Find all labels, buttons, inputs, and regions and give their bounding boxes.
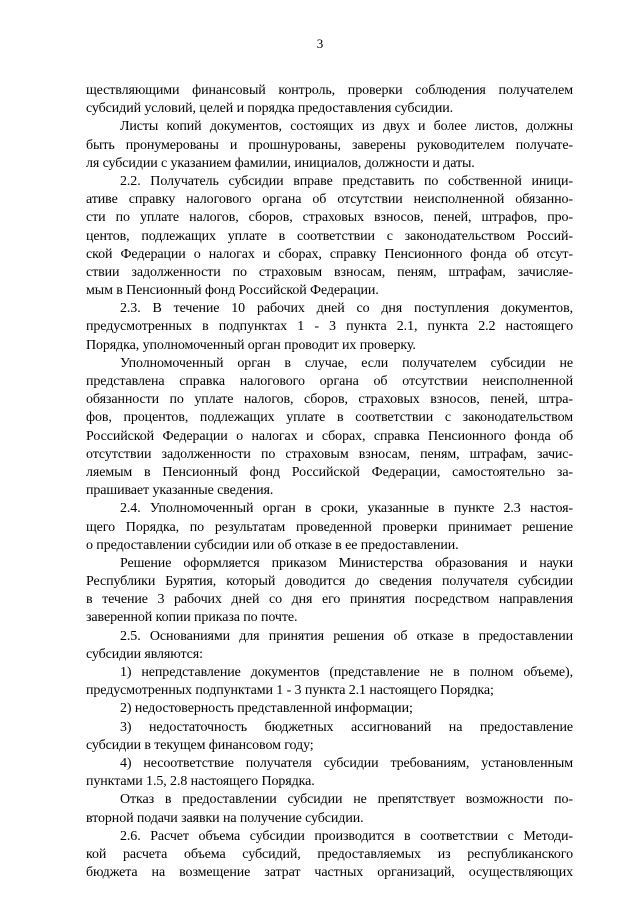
text-line: Решение оформляется приказом Министерства образования и науки xyxy=(120,555,573,571)
text-line: 2.5. Основаниями для принятия решения об отказе в предоставлении xyxy=(120,628,573,644)
text-line: 2.2. Получатель субсидии вправе представить по собственной иници- xyxy=(120,173,573,189)
text-line: сти по уплате налогов, сборов, страховых взносов, пеней, штрафов, про- xyxy=(86,210,573,226)
text-line: обязанности по уплате налогов, сборов, страховых взносов, пеней, штра- xyxy=(86,392,573,408)
text-line: отсутствии задолженности по страховым взносам, пеням, штрафам, зачис- xyxy=(86,446,573,462)
text-line: Республики Бурятия, который доводится до сведения получателя субсидии xyxy=(86,574,573,590)
text-line: центов, подлежащих уплате в соответствии с законодательством Россий- xyxy=(86,228,573,244)
text-line: ской Федерации о налогах и сборах, справку Пенсионного фонда об отсут- xyxy=(86,246,573,262)
text-line: 1) непредставление документов (представление не в полном объеме), xyxy=(120,665,573,680)
text-line: 2.4. Уполномоченный орган в сроки, указанные в пункте 2.3 настоя- xyxy=(120,501,573,517)
text-line: мым в Пенсионный фонд Российской Федерации. xyxy=(86,283,379,299)
text-line: Порядка, уполномоченный орган проводит их проверку. xyxy=(86,337,416,353)
text-line: предусмотренных в подпунктах 1 - 3 пункта 2.1, пункта 2.2 настоящего xyxy=(86,319,573,335)
text-line: в течение 3 рабочих дней со дня его принятия посредством направления xyxy=(86,592,573,608)
text-line: 2) недостоверность представленной информации; xyxy=(120,701,413,717)
text-line: представлена справка налогового органа об отсутствии неисполненной xyxy=(86,374,573,389)
text-line: фов, процентов, подлежащих уплате в соответствии с законодательством xyxy=(86,410,573,426)
text-line: 4) несоответствие получателя субсидии требованиям, установленным xyxy=(120,755,573,771)
text-line: 2.6. Расчет объема субсидии производится в соответствии с Методи- xyxy=(120,828,573,844)
text-line: о предоставлении субсидии или об отказе в ее предоставлении. xyxy=(86,537,459,553)
text-line: пунктами 1.5, 2.8 настоящего Порядка. xyxy=(86,774,315,790)
text-line: бюджета на возмещение затрат частных организаций, осуществляющих xyxy=(86,865,573,881)
text-line: 3) недостаточность бюджетных ассигнований на предоставление xyxy=(120,719,573,735)
text-line: вторной подачи заявки на получение субсидии. xyxy=(86,810,364,826)
text-line: Уполномоченный орган в случае, если получателем субсидии не xyxy=(120,355,573,371)
text-line: субсидий условий, целей и порядка предоставления субсидии. xyxy=(86,101,454,117)
text-line: кой расчета объема субсидий, предоставляемых из республиканского xyxy=(86,846,573,862)
document-body xyxy=(86,82,573,882)
text-line: заверенной копии приказа по почте. xyxy=(86,610,298,626)
text-line: ля субсидии с указанием фамилии, инициалов, должности и даты. xyxy=(86,155,475,171)
text-line: субсидии в текущем финансовом году; xyxy=(86,737,314,753)
text-line: быть пронумерованы и прошнурованы, заверены руководителем получате- xyxy=(86,137,573,153)
text-line: ативе справку налогового органа об отсутствии неисполненной обязанно- xyxy=(86,192,573,208)
text-line: ществляющими финансовый контроль, проверки соблюдения получателем xyxy=(86,83,573,98)
text-line: Отказ в предоставлении субсидии не препятствует возможности по- xyxy=(120,792,573,808)
text-line: ствии задолженности по страховым взносам, пеням, штрафам, зачисляе- xyxy=(86,264,573,280)
text-line: ляемым в Пенсионный фонд Российской Федерации, самостоятельно за- xyxy=(86,464,573,480)
text-line: Российской Федерации о налогах и сборах, справка Пенсионного фонда об xyxy=(86,428,573,444)
page-number: 3 xyxy=(316,36,324,51)
text-line: предусмотренных подпунктами 1 - 3 пункта 2.1 настоящего Порядка; xyxy=(86,683,494,699)
text-line: субсидии являются: xyxy=(86,646,203,662)
text-line: 2.3. В течение 10 рабочих дней со дня поступления документов, xyxy=(120,301,573,317)
text-line: Листы копий документов, состоящих из двух и более листов, должны xyxy=(120,119,573,135)
text-line: прашивает указанные сведения. xyxy=(86,483,274,499)
text-line: щего Порядка, по результатам проведенной проверки принимает решение xyxy=(86,519,573,535)
